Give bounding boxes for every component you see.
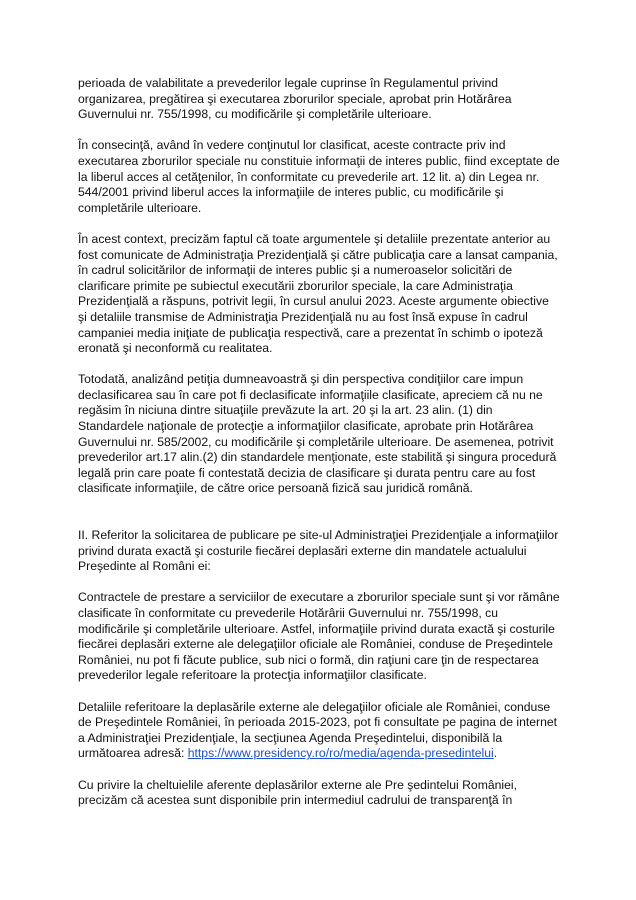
paragraph-regulation-validity: perioada de valabilitate a prevederilor legale cuprinse în Regulamentul privind organizarea, pregătirea şi executarea zborurilor speciale, aprobat prin Hotărârea Guvernului nr. 755/1998, cu modificările şi completările ulterioare.	[78, 76, 512, 122]
document-body	[78, 76, 560, 824]
paragraph-declassification: Totodată, analizând petiţia dumneavoastră şi din perspectiva condiţiilor care impun declasificarea sau în care pot fi declasificate informaţiile clasificate, apreciem că nu ne regăsim în niciuna dintre situaţiile prevăzute la art. 20 şi la art. 23 alin. (1) din Standardele naţionale de protecţie a informaţiilor clasificate, aprobate prin Hotărârea Guvernului nr. 585/2002, cu modificările şi completările ulterioare. De asemenea, potrivit prevederilor art.17 alin.(2) din standardele menţionate, este stabilită şi singura procedură legală prin care poate fi contestată decizia de clasificare şi durata pentru care au fost clasificate informaţiile, de către orice persoană fizică sau juridică română.	[78, 372, 557, 496]
paragraph-agenda	[78, 700, 560, 762]
paragraph-expenses: Cu privire la cheltuielile aferente deplasărilor externe ale Pre şedintelui României, precizăm că acestea sunt disponibile prin intermediul cadrului de transparenţă în	[78, 777, 517, 808]
section-heading-ii: II. Referitor la solicitarea de publicare pe site-ul Administraţiei Prezidenţiale a informaţiilor privind durata exactă şi costurile fiecărei deplasări externe din mandatele actualului Preşedinte al Români ei:	[78, 528, 559, 574]
paragraph-consequence: În consecinţă, având în vedere conţinutul lor clasificat, aceste contracte priv ind executarea zborurilor speciale nu constituie informaţii de interes public, fiind exceptate de la liberul acces al cetăţenilor, în conformitate cu prevederile art. 12 lit. a) din Legea nr. 544/2001 privind liberul acces la informaţiile de interes public, cu modificările şi completările ulterioare.	[78, 138, 560, 215]
agenda-text: Detaliile referitoare la deplasările externe ale delegaţiilor oficiale ale României, conduse de Preşedintele României, în perioada 2015-2023, pot fi consultate pe pagina de internet a Administraţiei Prezidenţiale, la secţiunea Agenda Preşedintelui, disponibilă la următoarea adresă:	[78, 699, 558, 761]
paragraph-contracts: Contractele de prestare a serviciilor de executare a zborurilor speciale sunt şi vor rămâne clasificate în conformitate cu prevederile Hotărârii Guvernului nr. 755/1998, cu modificările şi completările ulterioare. Astfel, informaţiile privind durata exactă şi costurile fiecărei deplasări externe ale delegaţiilor oficiale ale României, conduse de Preşedintele României, nu pot fi făcute publice, sub nici o formă, din raţiuni care ţin de respectarea prevederilor legale referitoare la protecţia informaţiilor clasificate.	[78, 590, 560, 683]
agenda-text-end: .	[493, 746, 498, 761]
agenda-link[interactable]: https://www.presidency.ro/ro/media/agenda-presedintelui	[187, 746, 494, 761]
paragraph-context: În acest context, precizăm faptul că toate argumentele şi detaliile prezentate anterior au fost comunicate de Administraţia Prezidenţială şi către publicaţia care a lansat campania, în cadrul solicitărilor de informaţii de interes public şi a numeroaselor solicitări de clarificare primite pe subiectul executării zborurilor speciale, la care Administraţia Prezidenţială a răspuns, potrivit legii, în cursul anului 2023. Aceste argumente obiective şi detaliile transmise de Administraţia Prezidenţială nu au fost însă expuse în cadrul campaniei media iniţiate de publicaţia respectivă, care a prezentat în schimb o ipoteză eronată şi neconformă cu realitatea.	[78, 231, 558, 356]
